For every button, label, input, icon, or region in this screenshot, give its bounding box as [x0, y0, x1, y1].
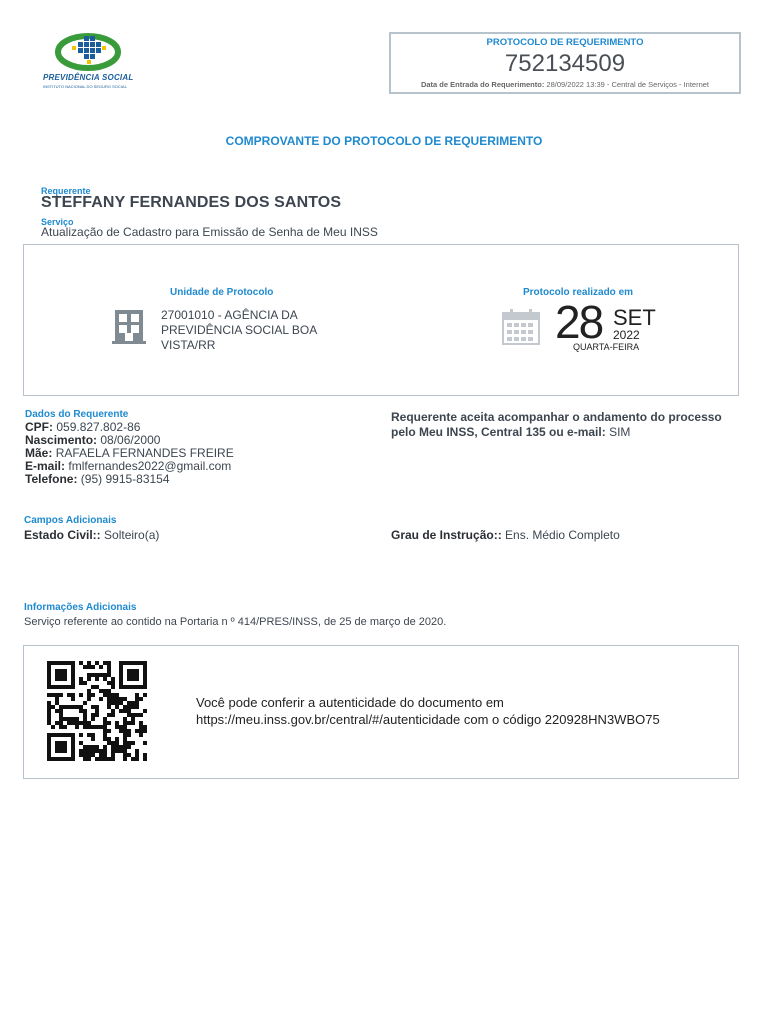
accept-value: SIM — [609, 425, 631, 439]
protocol-number: 752134509 — [504, 50, 626, 77]
calendar-icon — [502, 309, 540, 350]
date-weekday: QUARTA-FEIRA — [573, 342, 640, 352]
civil-status-field — [24, 528, 159, 542]
date-label: Protocolo realizado em — [523, 287, 634, 298]
phone-label: Telefone: — [25, 472, 78, 486]
birth-label: Nascimento: — [25, 433, 98, 447]
logo-institute-text: INSTITUTO NACIONAL DO SEGURO SOCIAL — [43, 84, 127, 89]
logo-brand-text: PREVIDÊNCIA SOCIAL — [43, 73, 134, 82]
date-day: 28 — [555, 296, 603, 348]
cpf-value: 059.827.802-86 — [56, 420, 141, 434]
entry-value: 28/09/2022 13:39 - Central de Serviços - Internet — [546, 80, 710, 89]
mother-value: RAFAELA FERNANDES FREIRE — [55, 446, 234, 460]
protocol-label: PROTOCOLO DE REQUERIMENTO — [486, 37, 644, 48]
phone-field — [25, 472, 170, 486]
education-field — [391, 528, 620, 542]
education-label: Grau de Instrução:: — [391, 528, 502, 542]
unit-value: 27001010 - AGÊNCIA DA PREVIDÊNCIA SOCIAL BOA VISTA/RR — [161, 308, 317, 352]
civil-status-label: Estado Civil:: — [24, 528, 101, 542]
phone-value: (95) 9915-83154 — [80, 472, 170, 486]
email-field — [25, 459, 231, 473]
additional-info-text: Serviço referente ao contido na Portaria n º 414/PRES/INSS, de 25 de março de 2020. — [24, 616, 447, 628]
authenticity-text: Você pode conferir a autenticidade do documento em https://meu.inss.gov.br/central/#/autenticidade com o código 220928HN3WBO75 — [196, 695, 660, 727]
email-label: E-mail: — [25, 459, 66, 473]
additional-info-label: Informações Adicionais — [24, 602, 137, 613]
building-icon — [110, 308, 148, 349]
email-value: fmlfernandes2022@gmail.com — [68, 459, 232, 473]
birth-value: 08/06/2000 — [100, 433, 161, 447]
entry-label: Data de Entrada do Requerimento: — [420, 80, 545, 89]
requester-name: STEFFANY FERNANDES DOS SANTOS — [41, 194, 342, 211]
additional-fields-label: Campos Adicionais — [24, 515, 117, 526]
date-year: 2022 — [613, 328, 640, 342]
education-value: Ens. Médio Completo — [505, 528, 620, 542]
protocol-entry — [391, 80, 739, 89]
service-value: Atualização de Cadastro para Emissão de Senha de Meu INSS — [41, 225, 378, 239]
mother-label: Mãe: — [25, 446, 53, 460]
cpf-label: CPF: — [25, 420, 53, 434]
protocol-box — [389, 32, 741, 94]
civil-status-value: Solteiro(a) — [104, 528, 160, 542]
service-label: Serviço — [41, 217, 74, 227]
cpf-field — [25, 420, 140, 434]
previdencia-logo — [40, 30, 140, 92]
requester-label: Requerente — [41, 186, 91, 196]
qr-code-icon — [47, 661, 151, 766]
accept-tracking — [391, 410, 746, 440]
accept-label: Requerente aceita acompanhar o andamento do processo pelo Meu INSS, Central 135 ou e-mail: — [391, 410, 722, 439]
unit-label: Unidade de Protocolo — [170, 287, 274, 298]
logo-emblem-icon — [40, 30, 140, 74]
applicant-section-label: Dados do Requerente — [25, 409, 129, 420]
birth-field — [25, 433, 160, 447]
date-month: SET — [613, 305, 656, 330]
mother-field — [25, 446, 234, 460]
page-title: COMPROVANTE DO PROTOCOLO DE REQUERIMENTO — [225, 134, 543, 148]
